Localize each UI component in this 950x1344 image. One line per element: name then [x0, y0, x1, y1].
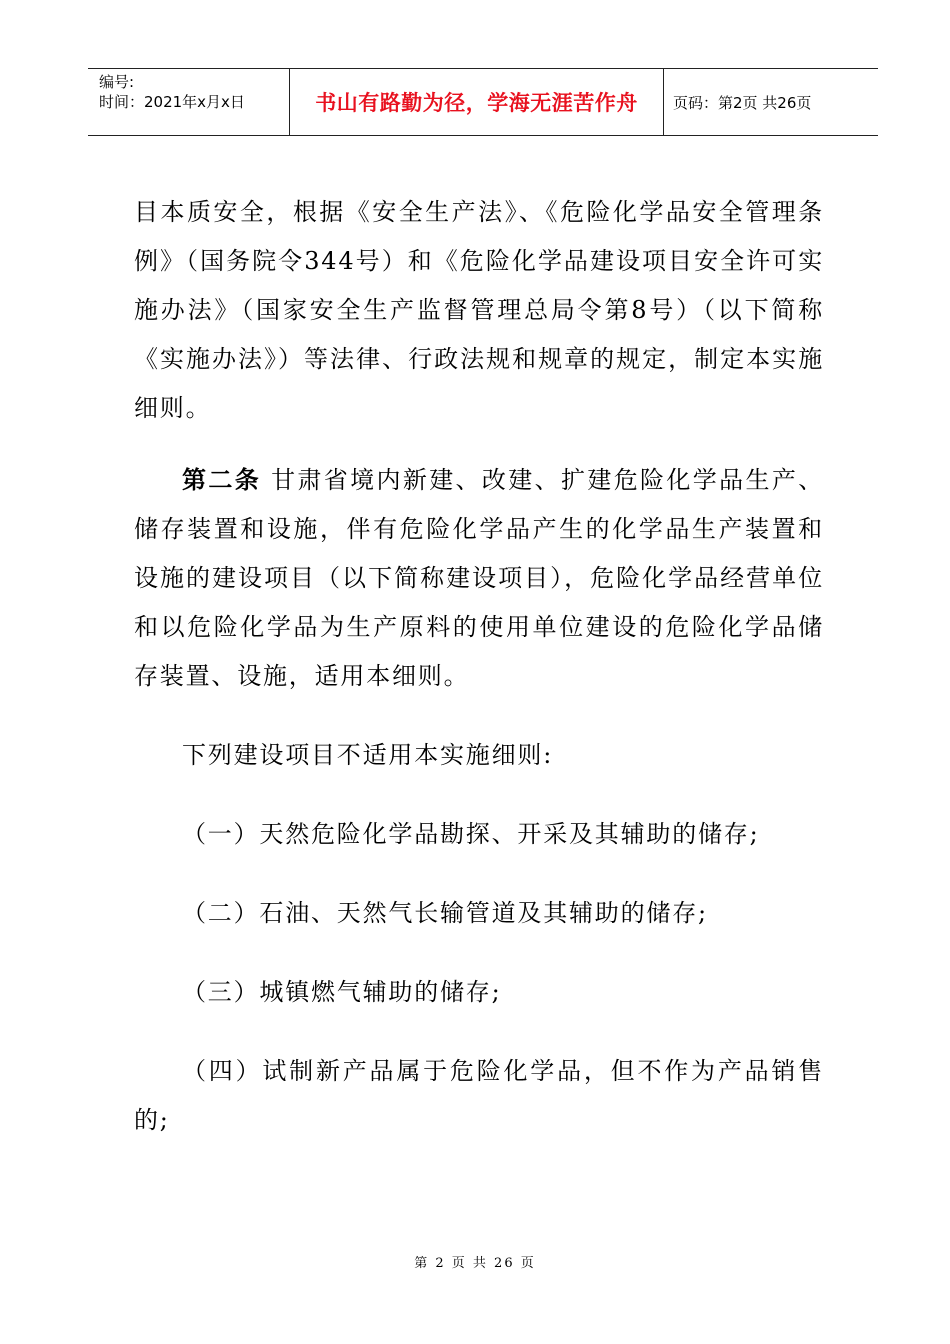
header-page-info: 页码：第2页 共26页	[673, 93, 812, 112]
document-header	[88, 68, 878, 136]
header-meta	[88, 69, 290, 135]
document-number-label: 编号:	[99, 73, 135, 91]
article-2-paragraph	[134, 455, 824, 701]
exclusion-intro: 下列建设项目不适用本实施细则:	[182, 741, 554, 769]
article-2-label: 第二条	[182, 465, 262, 494]
exclusion-item-1: （一）天然危险化学品勘探、开采及其辅助的储存;	[182, 820, 760, 848]
exclusion-item-4: （四）试制新产品属于危险化学品，但不作为产品销售的;	[134, 1057, 824, 1134]
document-time-label: 时间：2021年x月x日	[99, 93, 245, 111]
article-2-text: 甘肃省境内新建、改建、扩建危险化学品生产、储存装置和设施，伴有危险化学品产生的化学品生产装置和设施的建设项目（以下简称建设项目），危险化学品经营单位和以危险化学品为生产原料的使用单位建设的危险化学品储存装置、设施，适用本细则。	[134, 466, 824, 690]
document-body	[134, 188, 824, 1145]
exclusion-item-3: （三）城镇燃气辅助的储存;	[182, 978, 502, 1006]
header-motto-cell	[290, 69, 664, 135]
page-footer: 第 2 页 共 26 页	[414, 1256, 536, 1271]
paragraph-1: 目本质安全，根据《安全生产法》、《危险化学品安全管理条例》（国务院令344号）和《危险化学品建设项目安全许可实施办法》（国家安全生产监督管理总局令第8号）（以下简称《实施办法》）等法律、行政法规和规章的规定，制定本实施细则。	[134, 198, 824, 422]
exclusion-item-2: （二）石油、天然气长输管道及其辅助的储存;	[182, 899, 708, 927]
header-motto: 书山有路勤为径，学海无涯苦作舟	[315, 91, 638, 115]
header-page-info-cell	[664, 69, 878, 135]
